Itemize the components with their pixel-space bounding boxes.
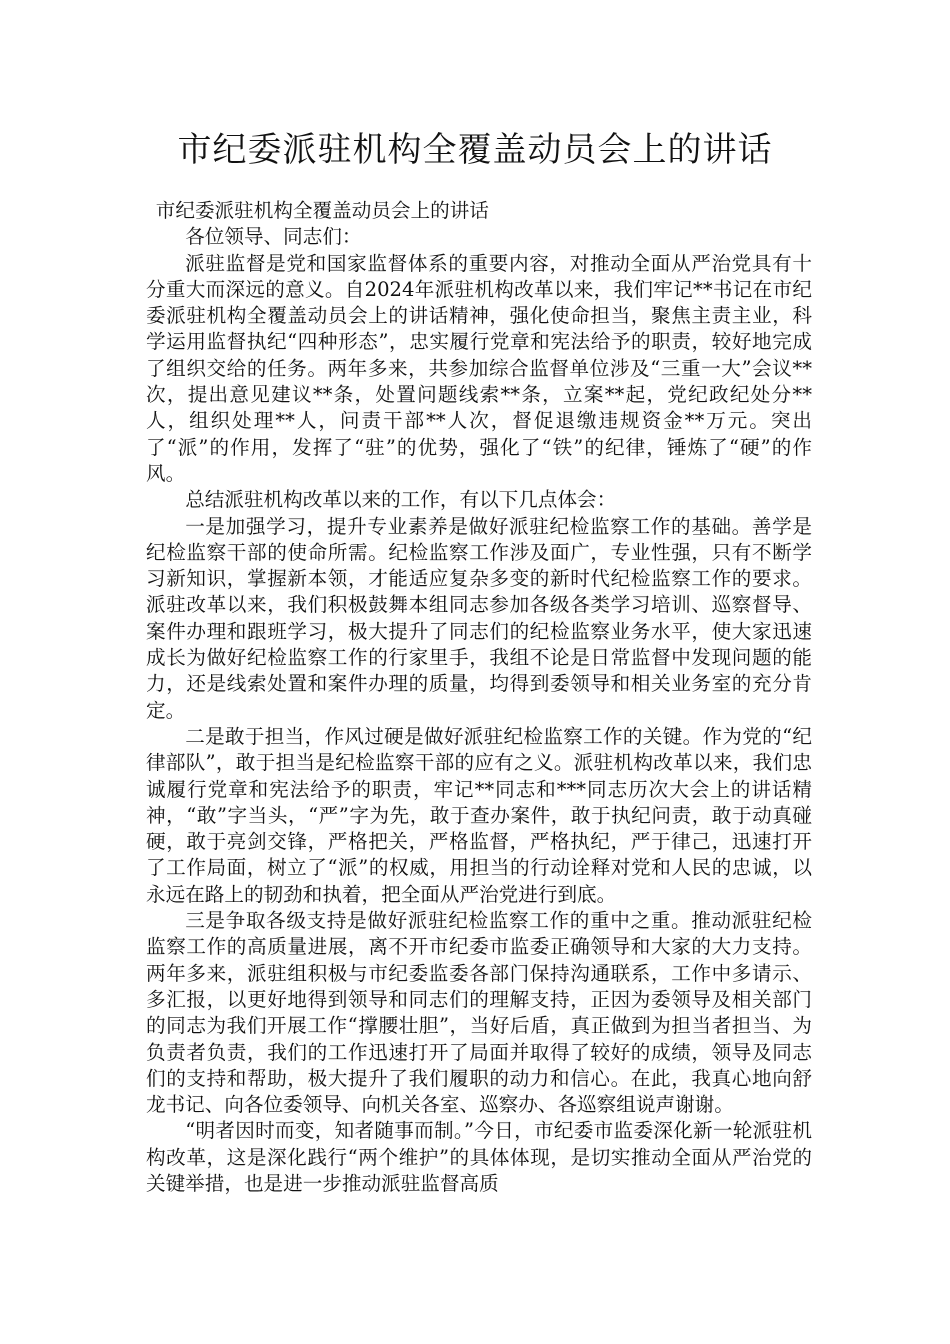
document-subtitle: 市纪委派驻机构全覆盖动员会上的讲话	[155, 199, 489, 222]
paragraph: 派驻监督是党和国家监督体系的重要内容，对推动全面从严治党具有十分重大而深远的意义。自2024年派驻机构改革以来，我们牢记**书记在市纪委派驻机构全覆盖动员会上的讲话精神，强化使命担当，聚焦主责主业，科学运用监督执纪“四种形态”，忠实履行党章和宪法给予的职责，较好地完成了组织交给的任务。两年多来，共参加综合监督单位涉及“三重一大”会议**次，提出意见建议**条，处置问题线索**条，立案**起，党纪政纪处分**人，组织处理**人，问责干部**人次，督促退缴违规资金**万元。突出了“派”的作用，发挥了“驻”的优势，强化了“铁”的纪律，锤炼了“硬”的作风。	[146, 251, 812, 485]
paragraph: 二是敢于担当，作风过硬是做好派驻纪检监察工作的关键。作为党的“纪律部队”，敢于担当是纪检监察干部的应有之义。派驻机构改革以来，我们忠诚履行党章和宪法给予的职责，牢记**同志和***同志历次大会上的讲话精神，“敢”字当头，“严”字为先，敢于查办案件，敢于执纪问责，敢于动真碰硬，敢于亮剑交锋，严格把关，严格监督，严格执纪，严于律己，迅速打开了工作局面，树立了“派”的权威，用担当的行动诠释对党和人民的忠诚，以永远在路上的韧劲和执着，把全面从严治党进行到底。	[146, 724, 812, 906]
paragraph: 总结派驻机构改革以来的工作，有以下几点体会：	[185, 488, 617, 512]
salutation: 各位领导、同志们：	[185, 225, 362, 249]
document-title: 市纪委派驻机构全覆盖动员会上的讲话	[177, 130, 773, 170]
paragraph: 三是争取各级支持是做好派驻纪检监察工作的重中之重。推动派驻纪检监察工作的高质量进展，离不开市纪委市监委正确领导和大家的大力支持。两年多来，派驻组积极与市纪委监委各部门保持沟通联系，工作中多请示、多汇报，以更好地得到领导和同志们的理解支持，正因为委领导及相关部门的同志为我们开展工作“撑腰壮胆”，当好后盾，真正做到为担当者担当、为负责者负责，我们的工作迅速打开了局面并取得了较好的成绩，领导及同志们的支持和帮助，极大提升了我们履职的动力和信心。在此，我真心地向舒龙书记、向各位委领导、向机关各室、巡察办、各巡察组说声谢谢。	[146, 909, 812, 1117]
paragraph: 一是加强学习，提升专业素养是做好派驻纪检监察工作的基础。善学是纪检监察干部的使命所需。纪检监察工作涉及面广，专业性强，只有不断学习新知识，掌握新本领，才能适应复杂多变的新时代纪检监察工作的要求。派驻改革以来，我们积极鼓舞本组同志参加各级各类学习培训、巡察督导、案件办理和跟班学习，极大提升了同志们的纪检监察业务水平，使大家迅速成长为做好纪检监察工作的行家里手，我组不论是日常监督中发现问题的能力，还是线索处置和案件办理的质量，均得到委领导和相关业务室的充分肯定。	[146, 514, 812, 722]
paragraph: “明者因时而变，知者随事而制。”今日，市纪委市监委深化新一轮派驻机构改革，这是深化践行“两个维护”的具体体现，是切实推动全面从严治党的关键举措，也是进一步推动派驻监督高质	[146, 1119, 812, 1195]
document-body	[146, 198, 812, 1197]
